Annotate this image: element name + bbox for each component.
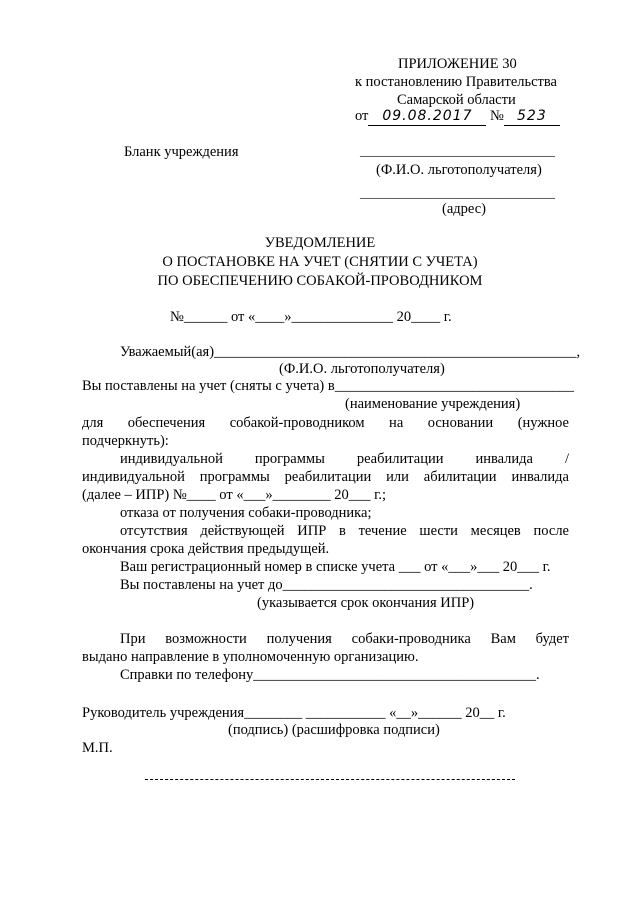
possibility-line1: При возможности получения собаки-проводника Вам будет [120, 631, 569, 647]
possibility-line2: выдано направление в уполномоченную организацию. [82, 649, 419, 665]
appendix-title: ПРИЛОЖЕНИЕ 30 [398, 56, 517, 72]
date-value: 09.08.2017 [368, 108, 486, 126]
option1-line2: индивидуальной программы реабилитации или абилитации инвалида [82, 469, 569, 485]
doc-title-line3: ПО ОБЕСПЕЧЕНИЮ СОБАКОЙ-ПРОВОДНИКОМ [157, 273, 483, 289]
option1-line3: (далее – ИПР) №____ от «___»________ 20___ г.; [82, 487, 387, 503]
appendix-line1: к постановлению Правительства [355, 74, 557, 90]
seal-label: М.П. [82, 740, 113, 756]
number-prefix: № [490, 108, 504, 124]
option3-line1: отсутствия действующей ИПР в течение шести месяцев после [120, 523, 569, 539]
cut-line-divider [145, 779, 515, 780]
recipient-caption: (Ф.И.О. льготополучателя) [376, 162, 542, 178]
registered-line: Вы поставлены на учет (сняты с учета) в_________________________________ [82, 378, 574, 394]
signature-caption: (подпись) (расшифровка подписи) [228, 722, 440, 738]
option2: отказа от получения собаки-проводника; [120, 505, 372, 521]
greeting: Уважаемый(ая)__________________________________________________, [120, 344, 581, 360]
basis-line2: подчеркнуть): [82, 433, 169, 449]
date-prefix: от [355, 108, 369, 124]
appendix-date-row [355, 108, 560, 126]
doc-title-line1: УВЕДОМЛЕНИЕ [264, 235, 376, 251]
reg-number: Ваш регистрационный номер в списке учета ___ от «___»___ 20___ г. [120, 559, 551, 575]
option3-line2: окончания срока действия предыдущей. [82, 541, 330, 557]
appendix-line2: Самарской области [397, 92, 516, 108]
ipr-caption: (указывается срок окончания ИПР) [257, 595, 475, 611]
notice-number: №______ от «____»______________ 20____ г. [170, 309, 452, 325]
number-value: 523 [504, 108, 560, 126]
institution-caption: (наименование учреждения) [345, 396, 521, 412]
option1-line1: индивидуальной программы реабилитации инвалида / [120, 451, 569, 467]
registered-until: Вы поставлены на учет до__________________________________. [120, 577, 533, 593]
recipient-line: ______________________________ [360, 143, 555, 158]
address-line: ______________________________ [360, 185, 555, 200]
doc-title-line2: О ПОСТАНОВКЕ НА УЧЕТ (СНЯТИИ С УЧЕТА) [162, 254, 478, 270]
basis-line1: для обеспечения собакой-проводником на основании (нужное [82, 415, 569, 431]
signature-line: Руководитель учреждения________ ___________ «__»______ 20__ г. [82, 705, 506, 721]
phone-line: Справки по телефону_______________________________________. [120, 667, 540, 683]
address-caption: (адрес) [442, 201, 486, 217]
greeting-caption: (Ф.И.О. льготополучателя) [279, 361, 445, 377]
blank-label: Бланк учреждения [124, 144, 239, 160]
